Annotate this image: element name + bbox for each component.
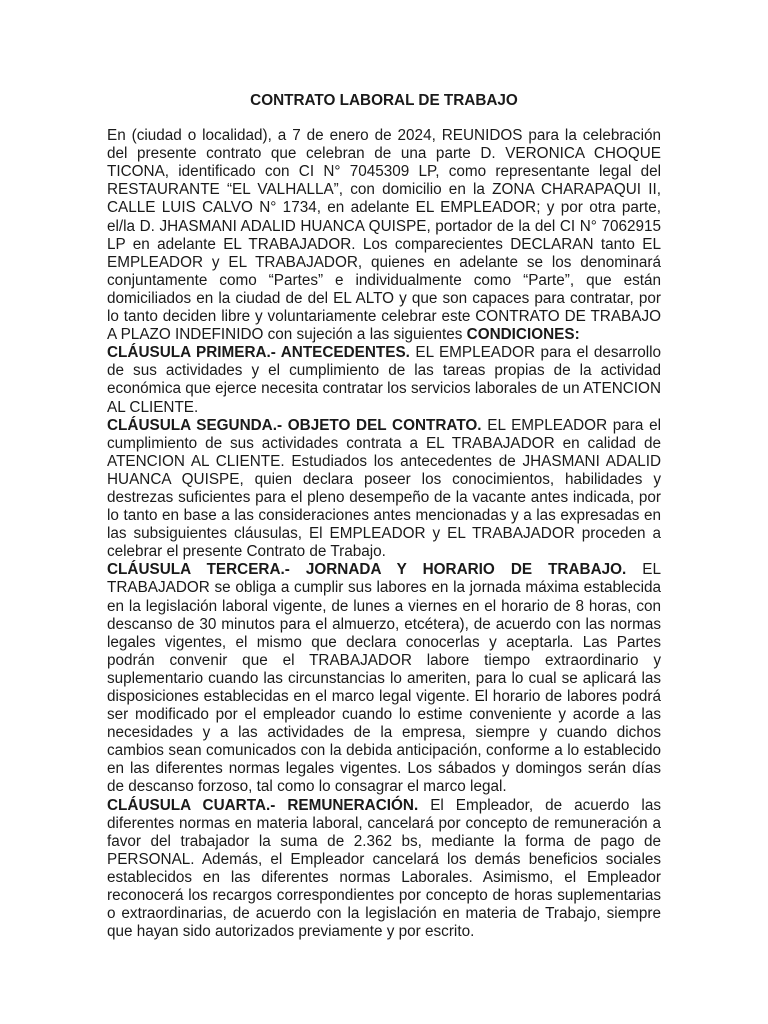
- intro-paragraph: [107, 127, 661, 344]
- clause-heading: CLÁUSULA SEGUNDA.- OBJETO DEL CONTRATO.: [107, 416, 482, 434]
- clause-tercera: [107, 561, 661, 796]
- clause-cuarta: [107, 797, 661, 942]
- clause-body: El Empleador, de acuerdo las diferentes normas en materia laboral, cancelará por concepto de remuneración a favor del trabajador la suma de 2.362 bs, mediante la forma de pago de PERSONAL. Además, el Empleador cancelará los demás beneficios sociales establecidos en las diferentes normas Laborales. Asimismo, el Empleador reconocerá los recargos correspondientes por concepto de horas suplementarias o extraordinarias, de acuerdo con la legislación en materia de Trabajo, siempre que hayan sido autorizados previamente y por escrito.: [107, 796, 661, 941]
- clause-primera: [107, 344, 661, 416]
- clause-heading: CLÁUSULA PRIMERA.- ANTECEDENTES.: [107, 344, 410, 362]
- clause-heading: CLÁUSULA TERCERA.- JORNADA Y HORARIO DE TRABAJO.: [107, 561, 627, 579]
- clause-heading: CLÁUSULA CUARTA.- REMUNERACIÓN.: [107, 796, 419, 814]
- clause-body: EL TRABAJADOR se obliga a cumplir sus labores en la jornada máxima establecida en la legislación laboral vigente, de lunes a viernes en el horario de 8 horas, con descanso de 30 minutos para el almuerzo, etcétera), de acuerdo con las normas legales vigentes, el mismo que declara conocerlas y aceptarla. Las Partes podrán convenir que el TRABAJADOR labore tiempo extraordinario y suplementario cuando las circunstancias lo ameriten, para lo cual se aplicará las disposiciones establecidas en el marco legal vigente. El horario de labores podrá ser modificado por el empleador cuando lo estime conveniente y acorde a las necesidades y a las actividades de la empresa, siempre y cuando dichos cambios sean comunicados con la debida anticipación, conforme a lo establecido en las diferentes normas legales vigentes. Los sábados y domingos serán días de descanso forzoso, tal como lo consagrar el marco legal.: [107, 561, 661, 796]
- conditions-label: CONDICIONES:: [466, 326, 580, 344]
- intro-text: En (ciudad o localidad), a 7 de enero de 2024, REUNIDOS para la celebración del presente contrato que celebran de una parte D. VERONICA CHOQUE TICONA, identificado con CI N° 7045309 LP, como representante legal del RESTAURANTE “EL VALHALLA”, con domicilio en la ZONA CHARAPAQUI II, CALLE LUIS CALVO N° 1734, en adelante EL EMPLEADOR; y por otra parte, el/la D. JHASMANI ADALID HUANCA QUISPE, portador de la del CI N° 7062915 LP en adelante EL TRABAJADOR. Los comparecientes DECLARAN tanto EL EMPLEADOR y EL TRABAJADOR, quienes en adelante se los denominará conjuntamente como “Partes” e individualmente como “Parte”, que están domiciliados en la ciudad de del EL ALTO y que son capaces para contratar, por lo tanto deciden libre y voluntariamente celebrar este CONTRATO DE TRABAJO A PLAZO INDEFINIDO con sujeción a las siguientes: [107, 127, 661, 344]
- document-title: CONTRATO LABORAL DE TRABAJO: [250, 92, 518, 109]
- document-page: [107, 92, 661, 941]
- clause-body: EL EMPLEADOR para el cumplimiento de sus actividades contrata a EL TRABAJADOR en calidad de ATENCION AL CLIENTE. Estudiados los antecedentes de JHASMANI ADALID HUANCA QUISPE, quien declara poseer los conocimientos, habilidades y destrezas suficientes para el pleno desempeño de la vacante antes indicada, por lo tanto en base a las consideraciones antes mencionadas y a las expresadas en las subsiguientes cláusulas, El EMPLEADOR y EL TRABAJADOR proceden a celebrar el presente Contrato de Trabajo.: [107, 416, 661, 561]
- clause-body: EL EMPLEADOR para el desarrollo de sus actividades y el cumplimiento de las tareas propias de la actividad económica que ejerce necesita contratar los servicios laborales de un ATENCION AL CLIENTE.: [107, 344, 662, 416]
- clause-segunda: [107, 417, 661, 562]
